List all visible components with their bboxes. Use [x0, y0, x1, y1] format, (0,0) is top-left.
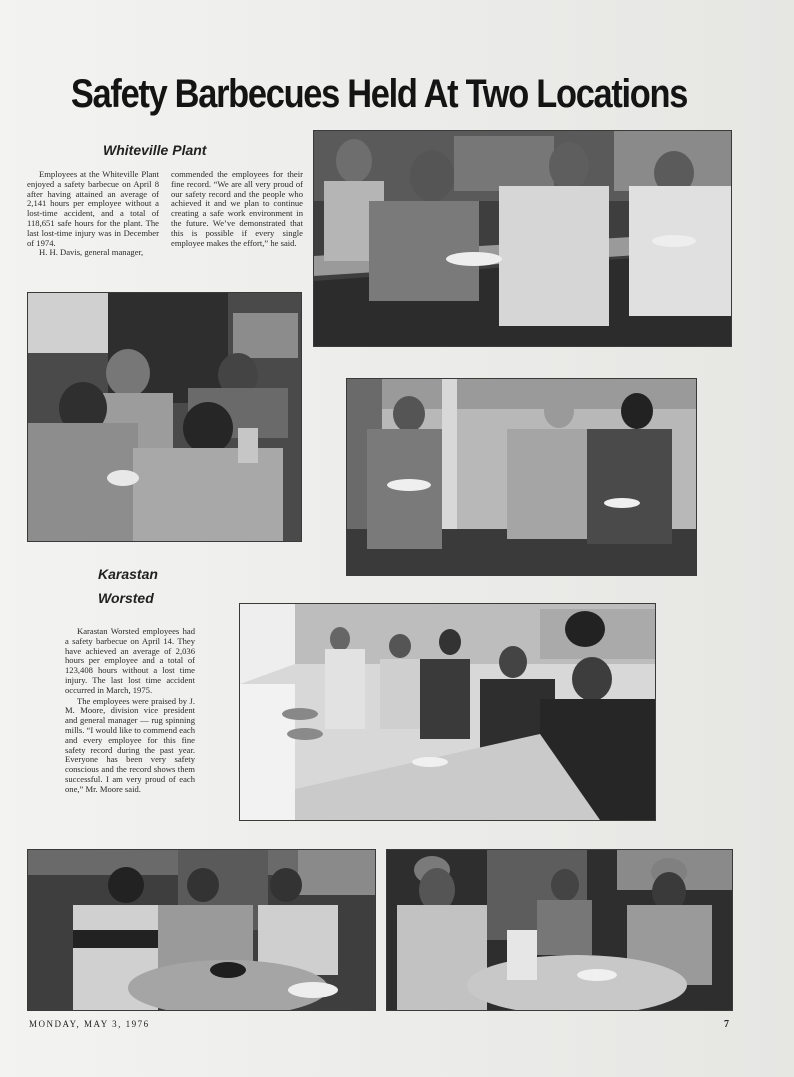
whiteville-paragraph-2: H. H. Davis, general manager,	[39, 247, 144, 258]
page-number: 7	[724, 1019, 729, 1030]
karastan-paragraph-2: The employees were praised by J. M. Moore, division vice president and general manager — rug spinning mills. “I would like to commend each and every employee for this fine safety record during the past year. Everyone has been very safety conscious and the record shows them successful. I am very proud of each one,” Mr. Moore said.	[65, 695, 195, 794]
headline: Safety Barbecues Held At Two Locations	[70, 72, 688, 116]
photo-karastan-table-left	[27, 849, 376, 1011]
section-title-karastan-line1: Karastan	[98, 566, 158, 582]
whiteville-column-2	[171, 170, 303, 248]
karastan-paragraph-1: Karastan Worsted employees had a safety barbecue on April 14. They have achieved an average of 2,036 hours per employee and a total of 123,408 hours without a lost time injury. The last lost time accident occurred in March, 1975.	[65, 626, 195, 695]
section-title-whiteville: Whiteville Plant	[103, 142, 207, 158]
karastan-column	[65, 627, 195, 795]
photo-whiteville-table	[27, 292, 302, 542]
photo-whiteville-bench	[346, 378, 697, 576]
footer-date: MONDAY, MAY 3, 1976	[29, 1019, 150, 1029]
section-title-karastan-line2: Worsted	[98, 590, 154, 606]
whiteville-column-1	[27, 170, 159, 258]
photo-karastan-serving-line	[239, 603, 656, 821]
photo-whiteville-counter	[313, 130, 732, 347]
whiteville-paragraph-3: commended the employees for their fine record. “We are all very proud of our safety record and the people who achieved it and we plan to continue creating a safe work environment in the future. We’ve demonstrated that this is possible if every single employee makes the effort,” he said.	[171, 169, 303, 248]
whiteville-paragraph-1: Employees at the Whiteville Plant enjoyed a safety barbecue on April 8 after having attained an average of 2,141 hours per employee without a lost-time accident, and a total of 118,651 safe hours for the plant. The last lost-time injury was in December of 1974.	[27, 169, 159, 248]
photo-karastan-table-right	[386, 849, 733, 1011]
